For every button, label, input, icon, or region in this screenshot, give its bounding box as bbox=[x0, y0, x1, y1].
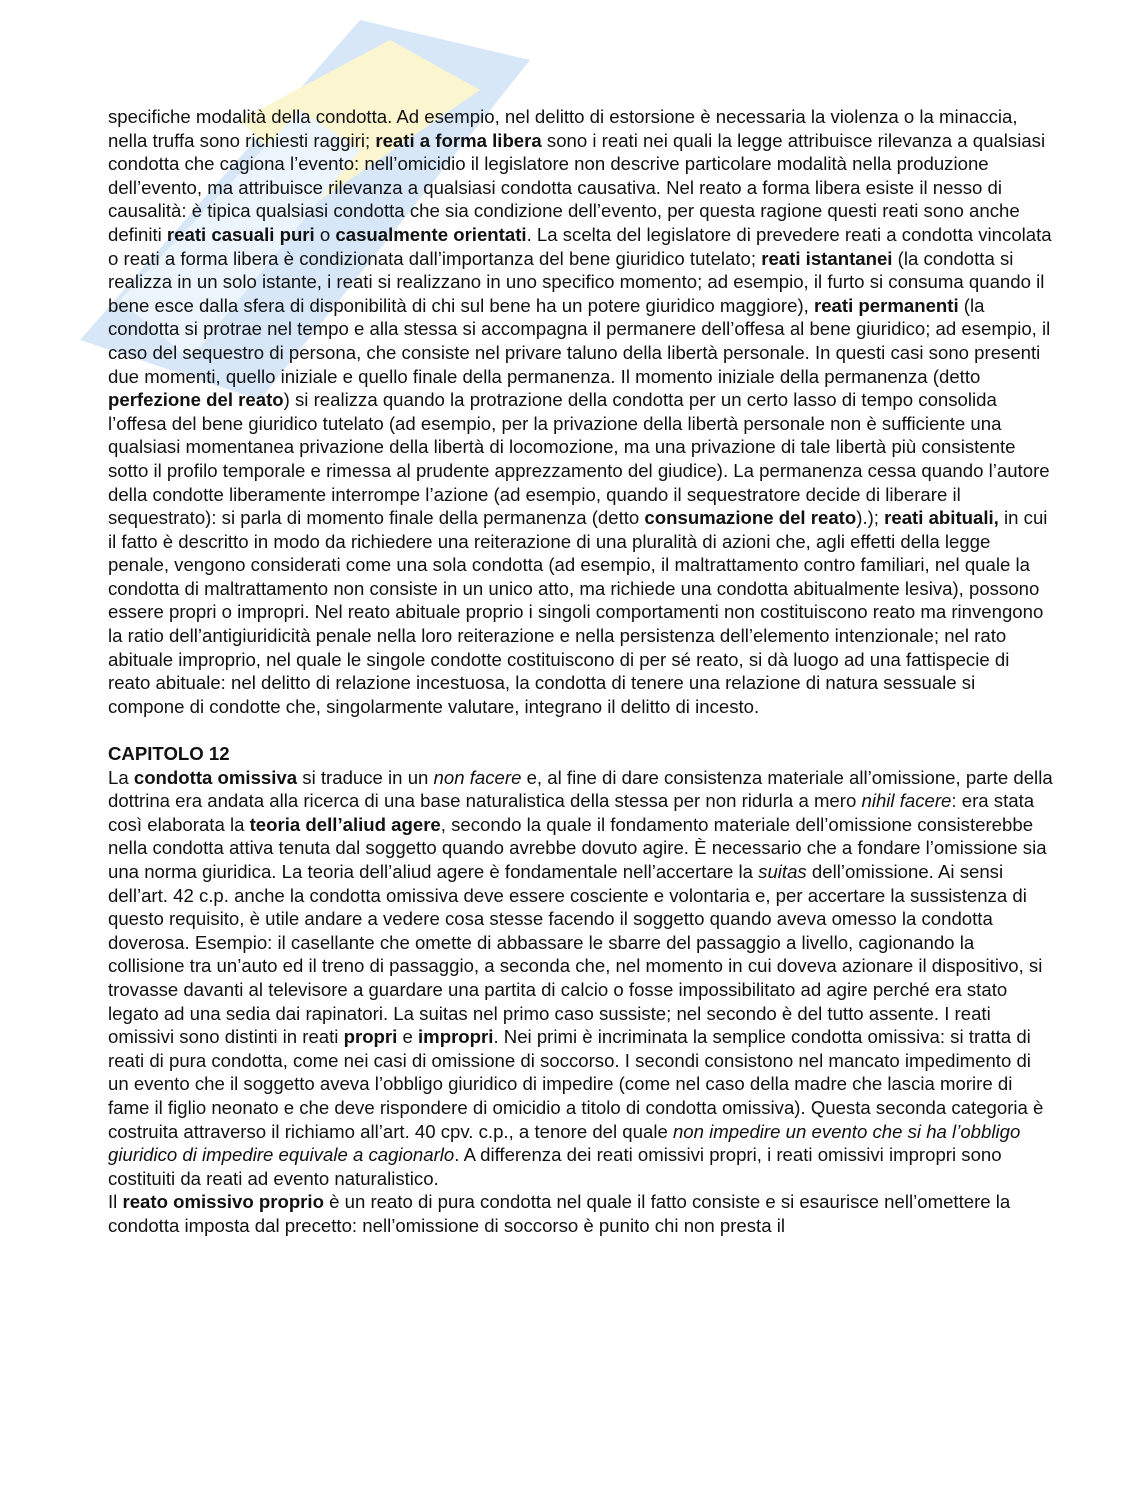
text-run: in cui il fatto è descritto in modo da richiedere una reiterazione di una pluralità di azioni che, agli effetti della legge penale, vengono considerati come una sola condotta (ad esempio, il maltrattamento contro familiari, nel quale la condotta di maltrattamento non consiste in un unico atto, ma richiede una condotta abitualmente lesiva), possono essere propri o impropri. Nel reato abituale proprio i singoli comportamenti non costituiscono reato ma rinvengono la ratio dell’antigiuridicità penale nella loro reiterazione e nella persistenza dell’elemento intenzionale; nel rato abituale improprio, nel quale le singole condotte costituiscono di per sé reato, si dà luogo ad una fattispecie di reato abituale: nel delitto di relazione incestuosa, la condotta di tenere una relazione di natura sessuale si compone di condotte che, singolarmente valutare, integrano il delitto di incesto. bbox=[108, 507, 1048, 717]
text-run: : era stata così elaborata la bbox=[108, 790, 1035, 835]
text-run: (la condotta si realizza in un solo istante, i reati si realizzano in uno specifico momento; ad esempio, il furto si consuma quando il bene esce dalla sfera di disponibilità di chi sul bene ha un potere giuridico maggiore), bbox=[108, 247, 1045, 316]
text-run: dell’omissione. Ai sensi dell’art. 42 c.p. anche la condotta omissiva deve essere cosciente e volontaria e, per accertare la sussistenza di questo requisito, è utile andare a vedere cosa stesse facendo il soggetto quando aveva omesso la condotta doverosa. Esempio: il casellante che omette di abbassare le sbarre del passaggio a livello, cagionando la collisione tra un’auto ed il treno di passaggio, a seconda che, nel momento in cui doveva azionare il dispositivo, si trovasse davanti al televisore a guardare una partita di calcio o fosse impossibilitato ad agire perché era stato legato ad una sedia dai rapinatori. La suitas nel primo caso sussiste; nel secondo è del tutto assente. I reati omissivi sono distinti in reati bbox=[108, 861, 1043, 1048]
italic-term: nihil facere bbox=[861, 790, 952, 812]
text-run: e bbox=[397, 1026, 419, 1048]
bold-term: perfezione del reato bbox=[108, 389, 284, 411]
italic-term: non impedire un evento che si ha l’obbligo giuridico di impedire equivale a cagionarlo bbox=[108, 1120, 1021, 1166]
bold-term: teoria dell’aliud agere bbox=[249, 813, 441, 835]
text-run: Il bbox=[108, 1191, 123, 1213]
text-run: è un reato di pura condotta nel quale il fatto consiste e si esaurisce nell’omettere la condotta imposta dal precetto: nell’omissione di soccorso è punito chi non presta il bbox=[108, 1191, 1011, 1236]
text-run: La bbox=[108, 766, 134, 788]
italic-term: non facere bbox=[433, 766, 522, 788]
chapter-title: CAPITOLO 12 bbox=[108, 743, 230, 765]
text-run: ).); bbox=[856, 507, 885, 529]
italic-term: suitas bbox=[758, 861, 807, 882]
text-run: (la condotta si protrae nel tempo e alla stessa si accompagna il permanere dell’offesa al bene giuridico; ad esempio, il caso del sequestro di persona, che consiste nel privare taluno della libertà personale. In questi casi sono presenti due momenti, quello iniziale e quello finale della permanenza. Il momento iniziale della permanenza (detto bbox=[108, 294, 1051, 387]
bold-term: casualmente orientati bbox=[335, 223, 527, 245]
text-run: e, al fine di dare consistenza materiale all’omissione, parte della dottrina era andata alla ricerca di una base naturalistica della stessa per non ridurla a mero bbox=[108, 766, 1053, 812]
text-run: . A differenza dei reati omissivi propri, i reati omissivi impropri sono costituiti da reati ad evento naturalistico. bbox=[108, 1144, 1002, 1189]
bold-term: reati casuali puri bbox=[166, 223, 315, 245]
document-page bbox=[108, 105, 1053, 1238]
bold-term: reati permanenti bbox=[813, 294, 959, 316]
text-run: si traduce in un bbox=[297, 766, 434, 788]
text-run: . La scelta del legislatore di prevedere reati a condotta vincolata o reati a forma libera è condizionata dall’importanza del bene giuridico tutelato; bbox=[108, 223, 1052, 269]
bold-term: consumazione del reato bbox=[644, 507, 857, 529]
bold-term: reato omissivo proprio bbox=[122, 1191, 324, 1213]
bold-term: propri bbox=[343, 1026, 398, 1048]
text-run: ) si realizza quando la protrazione della condotta per un certo lasso di tempo consolida l’offesa del bene giuridico tutelato (ad esempio, per la privazione della libertà personale non è sufficiente una qualsiasi momentanea privazione della libertà di locomozione, ma una privazione di tale libertà più consistente sotto il profilo temporale e rimessa al prudente apprezzamento del giudice). La permanenza cessa quando l’autore della condotte liberamente interrompe l’azione (ad esempio, quando il sequestratore decide di liberare il sequestrato): si parla di momento finale della permanenza (detto bbox=[108, 389, 1050, 529]
text-run: specifiche modalità della condotta. Ad esempio, nel delitto di estorsione è necessaria la violenza o la minaccia, nella truffa sono richiesti raggiri; bbox=[108, 106, 1018, 151]
bold-term: impropri bbox=[418, 1026, 494, 1048]
text-run: o bbox=[314, 223, 336, 245]
text-run: . Nei primi è incriminata la semplice condotta omissiva: si tratta di reati di pura condotta, come nei casi di omissione di soccorso. I secondi consistono nel mancato impedimento di un evento che il soggetto aveva l’obbligo giuridico di impedire (come nel caso della madre che lascia morire di fame il figlio neonato e che deve rispondere di omicidio a titolo di condotta omissiva). Questa seconda categoria è costruita attraverso il richiamo all’art. 40 cpv. c.p., a tenore del quale bbox=[108, 1026, 1044, 1142]
paragraph-gap bbox=[108, 718, 1053, 742]
paragraph-3 bbox=[108, 1190, 1053, 1237]
bold-term: reati istantanei bbox=[761, 247, 893, 269]
bold-term: condotta omissiva bbox=[133, 766, 298, 788]
text-run: , secondo la quale il fondamento materiale dell’omissione consisterebbe nella condotta attiva tenuta dal soggetto quando avrebbe dovuto agire. È necessario che a fondare l’omissione sia una norma giuridica. La teoria dell’aliud agere è fondamentale nell’accertare la bbox=[108, 813, 1047, 882]
bold-term: reati abituali, bbox=[884, 507, 999, 529]
paragraph-1 bbox=[108, 105, 1053, 718]
paragraph-2 bbox=[108, 766, 1053, 1191]
text-run: sono i reati nei quali la legge attribuisce rilevanza a qualsiasi condotta che cagiona l’evento: nell’omicidio il legislatore non descrive particolare modalità nella produzione dell’evento, ma attribuisce rilevanza a qualsiasi condotta causativa. Nel reato a forma libera esiste il nesso di causalità: è tipica qualsiasi condotta che sia condizione dell’evento, per questa ragione questi reati sono anche definiti bbox=[108, 129, 1046, 245]
bold-term: reati a forma libera bbox=[375, 129, 542, 151]
